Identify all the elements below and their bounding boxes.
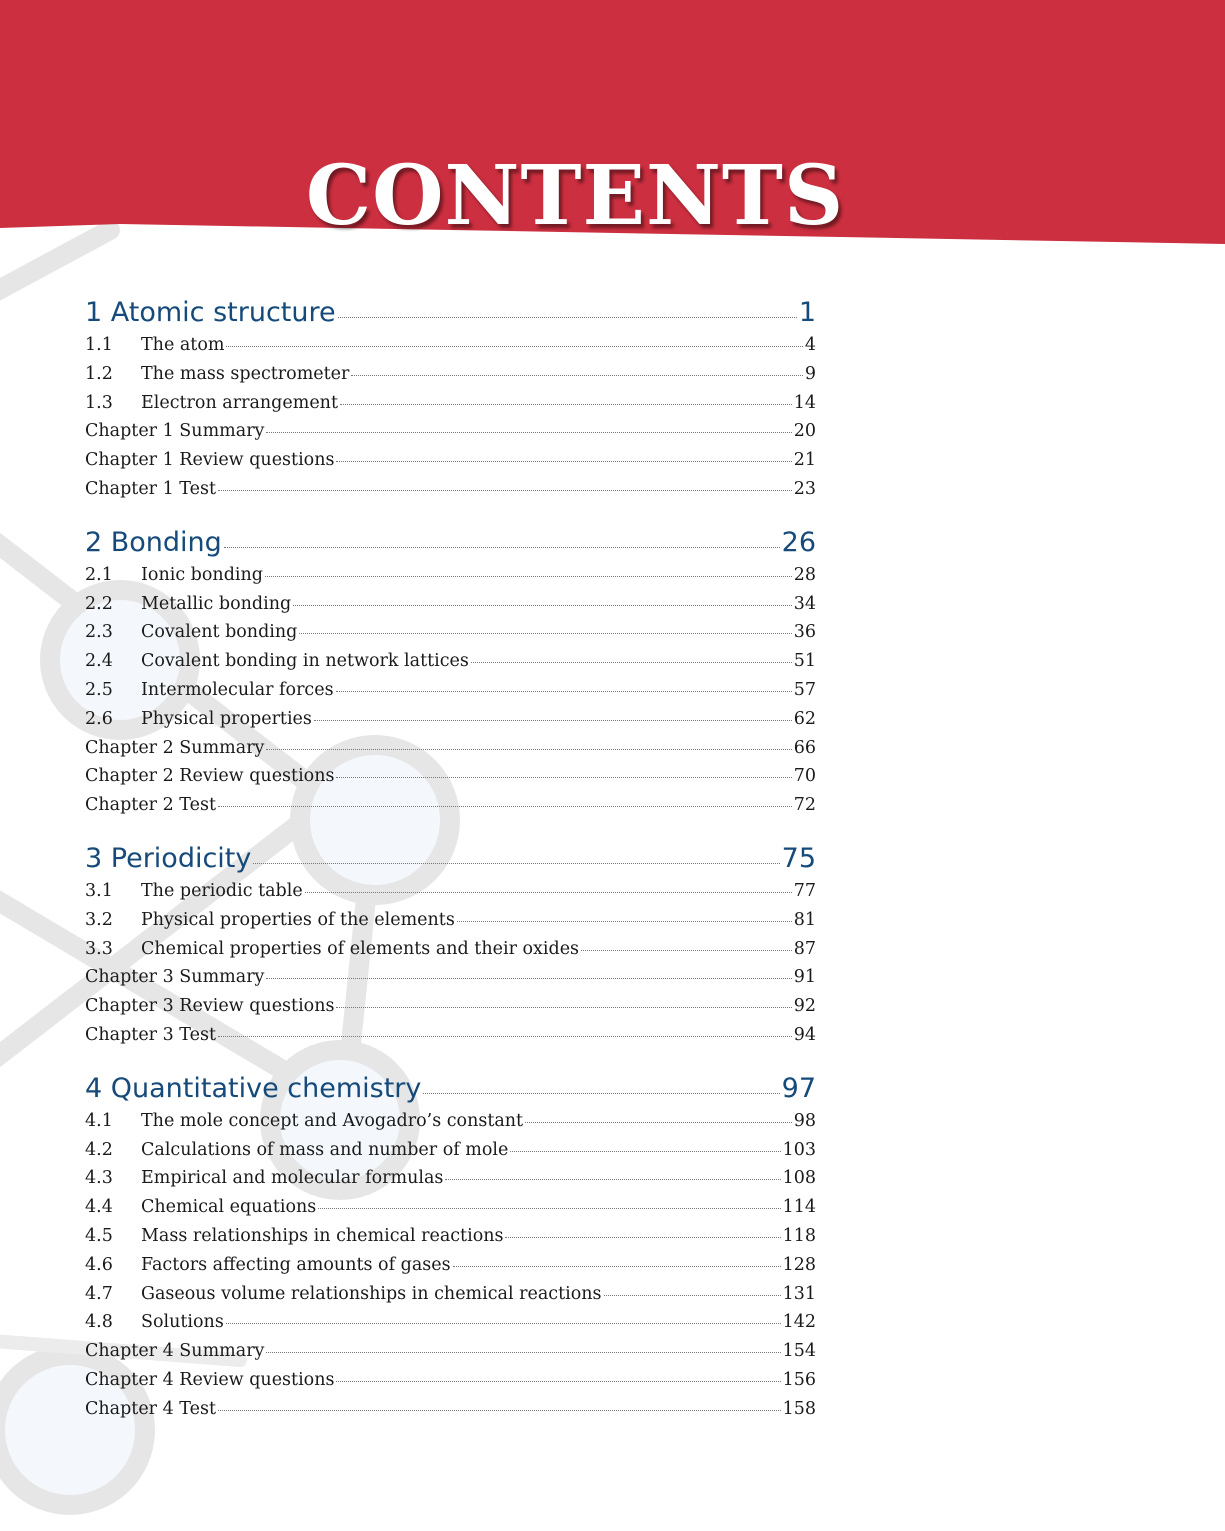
section-title: Covalent bonding in network lattices [141, 651, 469, 672]
section-page-number: 14 [793, 392, 816, 413]
section-page-number: 36 [793, 622, 816, 643]
section-entry[interactable] [85, 910, 816, 939]
chapter-page-number: 75 [781, 842, 816, 874]
extra-page-number: 156 [782, 1369, 816, 1390]
section-entry[interactable] [85, 565, 816, 594]
section-title: Intermolecular forces [141, 679, 334, 700]
dot-leader [423, 1093, 779, 1094]
chapter-heading[interactable] [85, 1073, 816, 1111]
chapter-page-number: 26 [781, 526, 816, 558]
section-title: Chemical equations [141, 1197, 317, 1218]
extra-title: Chapter 4 Summary [85, 1341, 265, 1362]
section-page-number: 9 [804, 363, 816, 384]
dot-leader [218, 806, 792, 807]
section-title: Physical properties of the elements [141, 909, 455, 930]
section-title: Empirical and molecular formulas [141, 1168, 444, 1189]
section-page-number: 103 [782, 1139, 816, 1160]
chapter-extra-entry[interactable] [85, 996, 816, 1025]
section-title: The mole concept and Avogadro’s constant [141, 1110, 524, 1131]
chapter-extra-entry[interactable] [85, 738, 816, 767]
dot-leader [336, 691, 792, 692]
section-number: 3.3 [85, 938, 113, 959]
extra-title: Chapter 2 Summary [85, 737, 265, 758]
dot-leader [266, 432, 791, 433]
section-entry[interactable] [85, 680, 816, 709]
section-entry[interactable] [85, 622, 816, 651]
section-entry[interactable] [85, 939, 816, 968]
chapter-block [85, 297, 816, 508]
extra-title: Chapter 1 Review questions [85, 450, 335, 471]
section-page-number: 118 [782, 1225, 816, 1246]
extra-page-number: 158 [782, 1398, 816, 1419]
extra-title: Chapter 3 Review questions [85, 996, 335, 1017]
dot-leader [224, 547, 780, 548]
dot-leader [266, 1352, 780, 1353]
dot-leader [226, 346, 802, 347]
section-title: Physical properties [141, 708, 312, 729]
chapter-title: 1 Atomic structure [85, 297, 336, 328]
section-page-number: 62 [793, 708, 816, 729]
section-entry[interactable] [85, 1312, 816, 1341]
extra-title: Chapter 3 Summary [85, 967, 265, 988]
section-title: Calculations of mass and number of mole [141, 1139, 509, 1160]
section-title: Gaseous volume relationships in chemical reactions [141, 1283, 602, 1304]
section-number: 2.1 [85, 564, 113, 585]
dot-leader [336, 1007, 791, 1008]
section-page-number: 57 [793, 679, 816, 700]
section-page-number: 77 [793, 880, 816, 901]
section-number: 2.2 [85, 593, 113, 614]
chapter-extra-entry[interactable] [85, 421, 816, 450]
dot-leader [293, 605, 792, 606]
section-page-number: 108 [782, 1168, 816, 1189]
chapter-extra-entry[interactable] [85, 1025, 816, 1054]
section-number: 1.1 [85, 335, 113, 355]
chapter-block [85, 527, 816, 824]
section-number: 2.6 [85, 708, 113, 729]
chapter-block [85, 843, 816, 1054]
section-page-number: 87 [793, 938, 816, 959]
chapter-title: 3 Periodicity [85, 842, 252, 874]
extra-title: Chapter 2 Review questions [85, 766, 335, 787]
section-entry[interactable] [85, 594, 816, 623]
extra-page-number: 91 [793, 967, 816, 988]
dot-leader [305, 892, 792, 893]
extra-title: Chapter 4 Test [85, 1398, 216, 1419]
chapter-page-number: 97 [781, 1072, 816, 1104]
section-page-number: 34 [793, 593, 816, 614]
section-entry[interactable] [85, 881, 816, 910]
dot-leader [604, 1295, 781, 1296]
chapter-heading[interactable] [85, 843, 816, 881]
dot-leader [351, 375, 802, 376]
chapter-title: 2 Bonding [85, 526, 222, 558]
section-title: Factors affecting amounts of gases [141, 1254, 451, 1275]
section-page-number: 131 [782, 1283, 816, 1304]
extra-page-number: 21 [793, 450, 816, 471]
dot-leader [218, 490, 792, 491]
extra-page-number: 154 [782, 1341, 816, 1362]
section-title: The atom [141, 335, 225, 355]
section-number: 1.2 [85, 363, 113, 384]
dot-leader [299, 633, 791, 634]
chapter-extra-entry[interactable] [85, 450, 816, 479]
table-of-contents [85, 297, 816, 1447]
section-entry[interactable] [85, 364, 816, 393]
dot-leader [445, 1179, 780, 1180]
section-number: 2.5 [85, 679, 113, 700]
section-entry[interactable] [85, 335, 816, 364]
extra-title: Chapter 1 Summary [85, 421, 265, 442]
section-number: 4.1 [85, 1110, 113, 1131]
chapter-extra-entry[interactable] [85, 1341, 816, 1370]
section-number: 2.3 [85, 622, 113, 643]
section-entry[interactable] [85, 1111, 816, 1140]
section-entry[interactable] [85, 1255, 816, 1284]
section-title: Mass relationships in chemical reactions [141, 1225, 504, 1246]
section-number: 3.2 [85, 909, 113, 930]
section-page-number: 28 [793, 564, 816, 585]
chapter-extra-entry[interactable] [85, 479, 816, 508]
dot-leader [336, 1381, 780, 1382]
dot-leader [314, 720, 792, 721]
page-title: CONTENTS [305, 148, 845, 244]
dot-leader [266, 978, 791, 979]
dot-leader [218, 1036, 792, 1037]
section-entry[interactable] [85, 1284, 816, 1313]
dot-leader [340, 404, 792, 405]
dot-leader [318, 1208, 780, 1209]
section-title: The mass spectrometer [141, 363, 350, 384]
section-entry[interactable] [85, 1226, 816, 1255]
section-number: 4.2 [85, 1139, 113, 1160]
chapter-extra-entry[interactable] [85, 967, 816, 996]
dot-leader [265, 576, 792, 577]
dot-leader [525, 1122, 792, 1123]
section-page-number: 51 [793, 651, 816, 672]
section-title: Solutions [141, 1312, 224, 1333]
dot-leader [266, 749, 791, 750]
section-title: Covalent bonding [141, 622, 298, 643]
section-entry[interactable] [85, 651, 816, 680]
chapter-heading[interactable] [85, 527, 816, 565]
extra-page-number: 72 [793, 795, 816, 816]
dot-leader [581, 950, 792, 951]
section-number: 4.7 [85, 1283, 113, 1304]
dot-leader [505, 1237, 780, 1238]
section-page-number: 98 [793, 1110, 816, 1131]
chapter-extra-entry[interactable] [85, 1370, 816, 1399]
extra-title: Chapter 4 Review questions [85, 1369, 335, 1390]
dot-leader [453, 1266, 781, 1267]
section-number: 4.8 [85, 1312, 113, 1333]
section-page-number: 81 [793, 909, 816, 930]
dot-leader [218, 1410, 781, 1411]
extra-title: Chapter 2 Test [85, 795, 216, 816]
section-title: The periodic table [141, 880, 303, 901]
chapter-title: 4 Quantitative chemistry [85, 1072, 422, 1104]
extra-page-number: 23 [793, 478, 816, 499]
extra-page-number: 20 [793, 421, 816, 442]
chapter-heading[interactable] [85, 297, 816, 335]
section-number: 4.3 [85, 1168, 113, 1189]
section-page-number: 128 [782, 1254, 816, 1275]
section-entry[interactable] [85, 709, 816, 738]
dot-leader [510, 1151, 780, 1152]
extra-page-number: 92 [793, 996, 816, 1017]
section-entry[interactable] [85, 1168, 816, 1197]
section-page-number: 142 [782, 1312, 816, 1333]
extra-page-number: 70 [793, 766, 816, 787]
dot-leader [253, 863, 779, 864]
dot-leader [226, 1323, 781, 1324]
section-number: 4.6 [85, 1254, 113, 1275]
extra-title: Chapter 3 Test [85, 1024, 216, 1045]
extra-page-number: 66 [793, 737, 816, 758]
dot-leader [338, 317, 797, 318]
chapter-extra-entry[interactable] [85, 795, 816, 824]
section-number: 2.4 [85, 651, 113, 672]
section-number: 4.4 [85, 1197, 113, 1218]
section-number: 3.1 [85, 880, 113, 901]
section-page-number: 114 [782, 1197, 816, 1218]
section-entry[interactable] [85, 393, 816, 422]
chapter-page-number: 1 [798, 297, 816, 328]
section-title: Metallic bonding [141, 593, 292, 614]
extra-title: Chapter 1 Test [85, 478, 216, 499]
dot-leader [336, 777, 791, 778]
chapter-block [85, 1073, 816, 1428]
dot-leader [457, 921, 792, 922]
dot-leader [471, 662, 792, 663]
section-title: Chemical properties of elements and their oxides [141, 938, 580, 959]
dot-leader [336, 461, 791, 462]
chapter-extra-entry[interactable] [85, 1399, 816, 1428]
section-entry[interactable] [85, 1140, 816, 1169]
section-number: 4.5 [85, 1225, 113, 1246]
chapter-extra-entry[interactable] [85, 766, 816, 795]
section-number: 1.3 [85, 392, 113, 413]
section-title: Electron arrangement [141, 392, 338, 413]
section-page-number: 4 [804, 335, 816, 355]
section-entry[interactable] [85, 1197, 816, 1226]
extra-page-number: 94 [793, 1024, 816, 1045]
section-title: Ionic bonding [141, 564, 263, 585]
